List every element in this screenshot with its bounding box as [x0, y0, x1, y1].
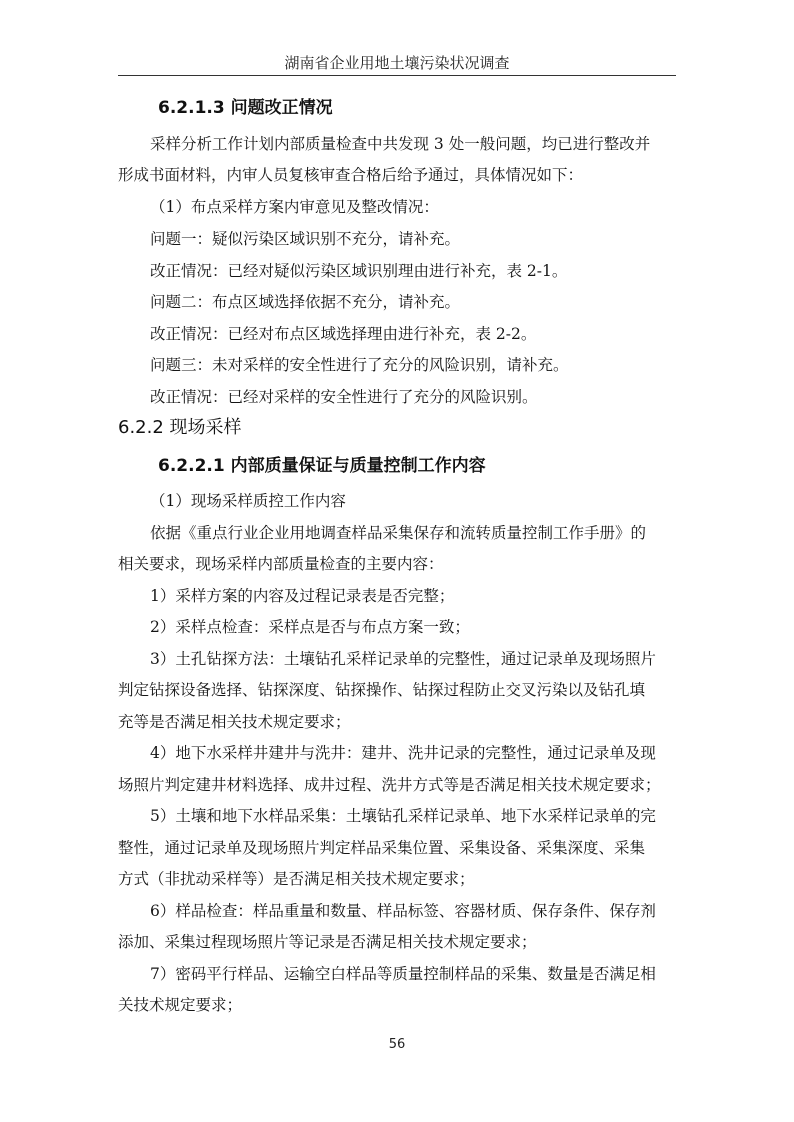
list-item-continuation: 整性，通过记录单及现场照片判定样品采集位置、采集设备、采集深度、采集	[118, 839, 646, 857]
correction-line: 改正情况：已经对疑似污染区域识别理由进行补充，表 2-1。	[150, 262, 568, 280]
heading-6-2-2: 6.2.2 现场采样	[118, 417, 242, 438]
list-item-continuation: 充等是否满足相关技术规定要求；	[118, 713, 351, 731]
paragraph-line: 相关要求，现场采样内部质量检查的主要内容：	[118, 555, 444, 573]
paragraph-line: 采样分析工作计划内部质量检查中共发现 3 处一般问题，均已进行整改并	[150, 135, 651, 153]
heading-6-2-2-1: 6.2.2.1 内部质量保证与质量控制工作内容	[158, 456, 486, 476]
list-item: （1）布点采样方案内审意见及整改情况：	[150, 198, 439, 216]
list-item-continuation: 判定钻探设备选择、钻探深度、钻探操作、钻探过程防止交叉污染以及钻孔填	[118, 681, 646, 699]
list-item: 4）地下水采样井建井与洗井：建井、洗井记录的完整性，通过记录单及现	[150, 744, 656, 762]
issue-line: 问题一：疑似污染区域识别不充分，请补充。	[150, 230, 461, 248]
issue-line: 问题二：布点区域选择依据不充分，请补充。	[150, 293, 461, 311]
issue-line: 问题三：未对采样的安全性进行了充分的风险识别，请补充。	[150, 356, 569, 374]
correction-line: 改正情况：已经对布点区域选择理由进行补充，表 2-2。	[150, 325, 537, 343]
list-item-continuation: 添加、采集过程现场照片等记录是否满足相关技术规定要求；	[118, 933, 537, 951]
list-item: 2）采样点检查：采样点是否与布点方案一致；	[150, 618, 470, 636]
correction-line: 改正情况：已经对采样的安全性进行了充分的风险识别。	[150, 388, 538, 406]
header-divider	[118, 75, 676, 76]
list-item: 7）密码平行样品、运输空白样品等质量控制样品的采集、数量是否满足相	[150, 965, 656, 983]
list-item: 5）土壤和地下水样品采集：土壤钻孔采样记录单、地下水采样记录单的完	[150, 807, 656, 825]
list-item: 3）土孔钻探方法：土壤钻孔采样记录单的完整性，通过记录单及现场照片	[150, 650, 656, 668]
paragraph-line: 依据《重点行业企业用地调查样品采集保存和流转质量控制工作手册》的	[150, 524, 647, 542]
page-number: 56	[388, 1037, 406, 1052]
list-item: 1）采样方案的内容及过程记录表是否完整；	[150, 587, 455, 605]
paragraph-line: 形成书面材料，内审人员复核审查合格后给予通过，具体情况如下：	[118, 166, 584, 184]
list-item-continuation: 关技术规定要求；	[118, 996, 243, 1014]
heading-6-2-1-3: 6.2.1.3 问题改正情况	[158, 98, 333, 118]
list-item-continuation: 场照片判定建井材料选择、成井过程、洗井方式等是否满足相关技术规定要求；	[118, 776, 661, 794]
list-item: 6）样品检查：样品重量和数量、样品标签、容器材质、保存条件、保存剂	[150, 902, 656, 920]
running-header: 湖南省企业用地土壤污染状况调查	[284, 54, 510, 72]
list-item-continuation: 方式（非扰动采样等）是否满足相关技术规定要求；	[118, 870, 475, 888]
list-item: （1）现场采样质控工作内容	[150, 492, 346, 510]
